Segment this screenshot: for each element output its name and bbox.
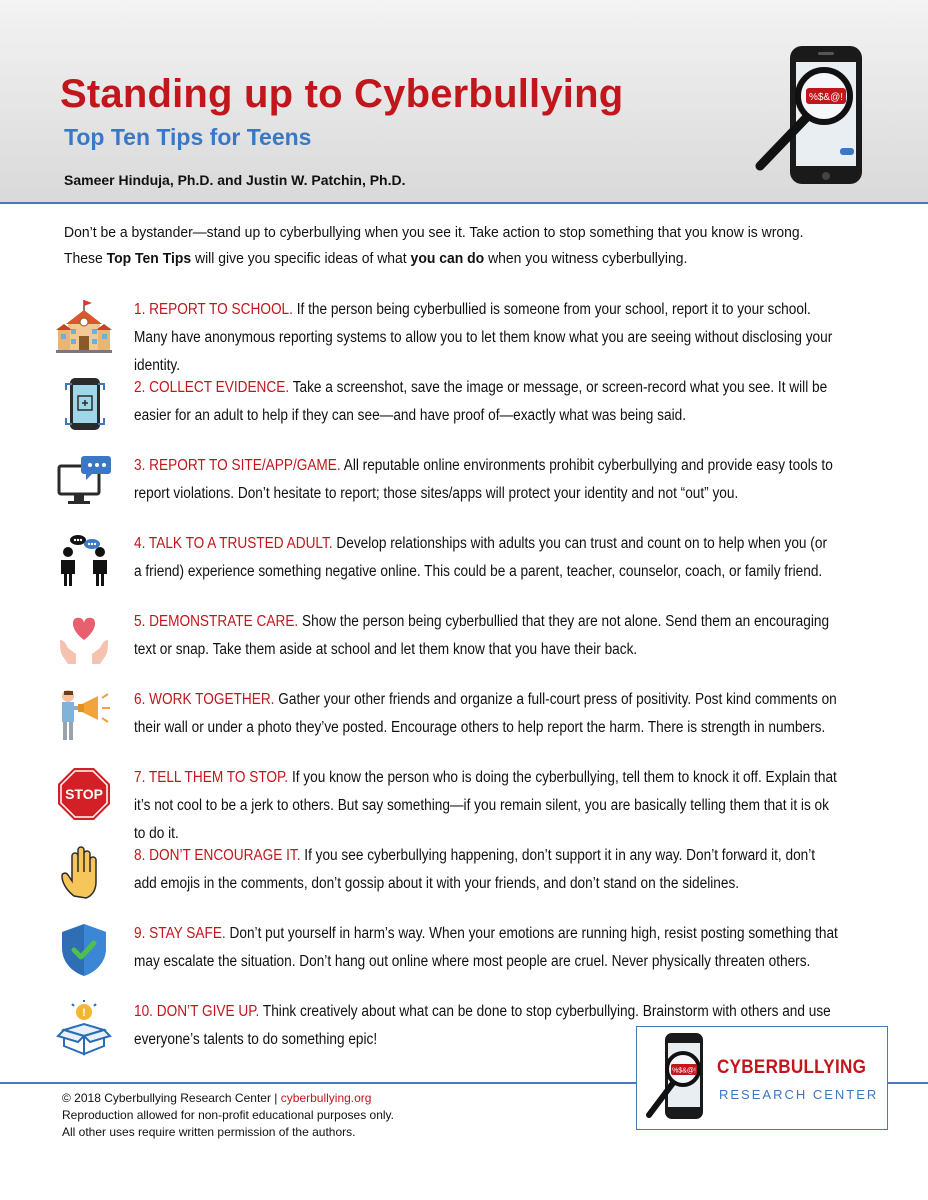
tip-text [134, 452, 838, 508]
intro-line-2 [64, 246, 827, 272]
tip-text [134, 920, 838, 976]
tip-body: If you see cyberbullying happening, don’t support it in any way. Don’t forward it, don’t add emojis in the comments, don’t gossip about it with your friends, and don’t stand on the sidelines. [134, 847, 816, 892]
tip-heading: 3. REPORT TO SITE/APP/GAME. [134, 457, 341, 474]
tip-heading: 6. WORK TOGETHER. [134, 691, 275, 708]
tip-text [134, 296, 838, 380]
intro-text: will give you specific ideas of what [191, 250, 411, 267]
tip-body: If the person being cyberbullied is someone from your school, report it to your school. Many have anonymous reporting systems to allow you to let them know what you are seeing without disclosing your identity. [134, 301, 833, 374]
svg-text:!: ! [82, 1007, 86, 1019]
people-talking-icon [56, 532, 112, 588]
tip-body: Don’t put yourself in harm’s way. When your emotions are running high, resist posting something that may escalate the situation. Don’t hang out online where most people are cruel. Never physically threaten others. [134, 925, 838, 970]
tip-text [134, 842, 838, 898]
intro-line-1: Don’t be a bystander—stand up to cyberbullying when you see it. Take action to stop something that you know is wrong. [64, 224, 804, 241]
screenshot-phone-icon [56, 376, 112, 432]
magnifier-phone-icon [748, 40, 878, 190]
tip-body: All reputable online environments prohibit cyberbullying and provide easy tools to report violations. Don’t hesitate to report; those sites/apps will protect your identity and not “out” you. [134, 457, 833, 502]
tip-item [56, 842, 886, 912]
intro-paragraph [64, 220, 827, 272]
website-link[interactable]: cyberbullying.org [280, 1091, 372, 1105]
shield-check-icon [56, 922, 112, 978]
tip-heading: 10. DON’T GIVE UP. [134, 1003, 260, 1020]
footer [62, 1090, 622, 1141]
tip-item [56, 452, 886, 522]
footer-separator: | [274, 1091, 278, 1105]
tip-text [134, 530, 838, 586]
crc-logo [636, 1026, 888, 1130]
header-banner [0, 0, 928, 204]
footer-line-2: Reproduction allowed for non-profit educational purposes only. [62, 1108, 394, 1122]
tip-heading: 4. TALK TO A TRUSTED ADULT. [134, 535, 333, 552]
copyright-text: © 2018 Cyberbullying Research Center [62, 1091, 271, 1105]
heart-hands-icon [56, 610, 112, 666]
tip-text [134, 374, 838, 430]
tip-item [56, 374, 886, 444]
intro-bold-tips: Top Ten Tips [106, 250, 192, 267]
tip-item [56, 296, 886, 374]
logo-phone-icon [645, 1031, 709, 1125]
tip-text [134, 764, 838, 848]
authors-line: Sameer Hinduja, Ph.D. and Justin W. Patchin, Ph.D. [64, 172, 406, 188]
tip-item [56, 764, 886, 842]
raised-hand-icon [56, 844, 112, 900]
tip-body: Develop relationships with adults you can trust and count on to help when you (or a friend) experience something negative online. This could be a parent, teacher, counselor, coach, or family friend. [134, 535, 827, 580]
tip-body: Gather your other friends and organize a full-court press of positivity. Post kind comments on their wall or under a photo they’ve posted. Encourage others to help report the harm. There is strength in numbers. [134, 691, 837, 736]
logo-title: CYBERBULLYING [717, 1057, 867, 1078]
page-subtitle: Top Ten Tips for Teens [64, 124, 312, 150]
tip-heading: 1. REPORT TO SCHOOL. [134, 301, 293, 318]
logo-bubble-text: %$&@! [672, 1067, 696, 1075]
tip-body: Think creatively about what can be done to stop cyberbullying. Brainstorm with others and use everyone’s talents to do something epic! [134, 1003, 831, 1048]
tip-body: Show the person being cyberbullied that they are not alone. Send them an encouraging text or snap. Take them aside at school and let them know that you have their back. [134, 613, 830, 658]
tip-item [56, 608, 886, 678]
tip-heading: 2. COLLECT EVIDENCE. [134, 379, 290, 396]
tip-text [134, 686, 838, 742]
megaphone-person-icon [56, 688, 112, 744]
tip-heading: 7. TELL THEM TO STOP. [134, 769, 289, 786]
stop-sign-icon [56, 766, 112, 822]
footer-line-3: All other uses require written permission of the authors. [62, 1125, 356, 1139]
intro-bold-you-can-do: you can do [410, 250, 485, 267]
tip-heading: 8. DON’T ENCOURAGE IT. [134, 847, 301, 864]
stop-sign-text: STOP [65, 786, 103, 802]
tip-body: Take a screenshot, save the image or message, or screen-record what you see. It will be easier for an adult to help if they can see—and have proof of—exactly what was being said. [134, 379, 828, 424]
footer-line-1 [62, 1090, 622, 1107]
intro-text: when you witness cyberbullying. [484, 250, 688, 267]
intro-text: These [64, 250, 107, 267]
monitor-chat-icon [56, 454, 112, 510]
tip-item [56, 530, 886, 600]
tip-text [134, 608, 838, 664]
page-title: Standing up to Cyberbullying [60, 72, 624, 116]
tip-item [56, 686, 886, 756]
tip-item [56, 920, 886, 990]
tip-heading: 5. DEMONSTRATE CARE. [134, 613, 299, 630]
school-icon [56, 298, 112, 354]
phone-bubble-text: %$&@! [808, 92, 844, 103]
idea-box-icon [56, 1000, 112, 1056]
tip-heading: 9. STAY SAFE. [134, 925, 226, 942]
tip-body: If you know the person who is doing the cyberbullying, tell them to knock it off. Explain that it’s not cool to be a jerk to others. But say something—if you remain silent, you are basically telling them that it is ok to do it. [134, 769, 837, 842]
logo-subtitle: RESEARCH CENTER [719, 1087, 879, 1102]
